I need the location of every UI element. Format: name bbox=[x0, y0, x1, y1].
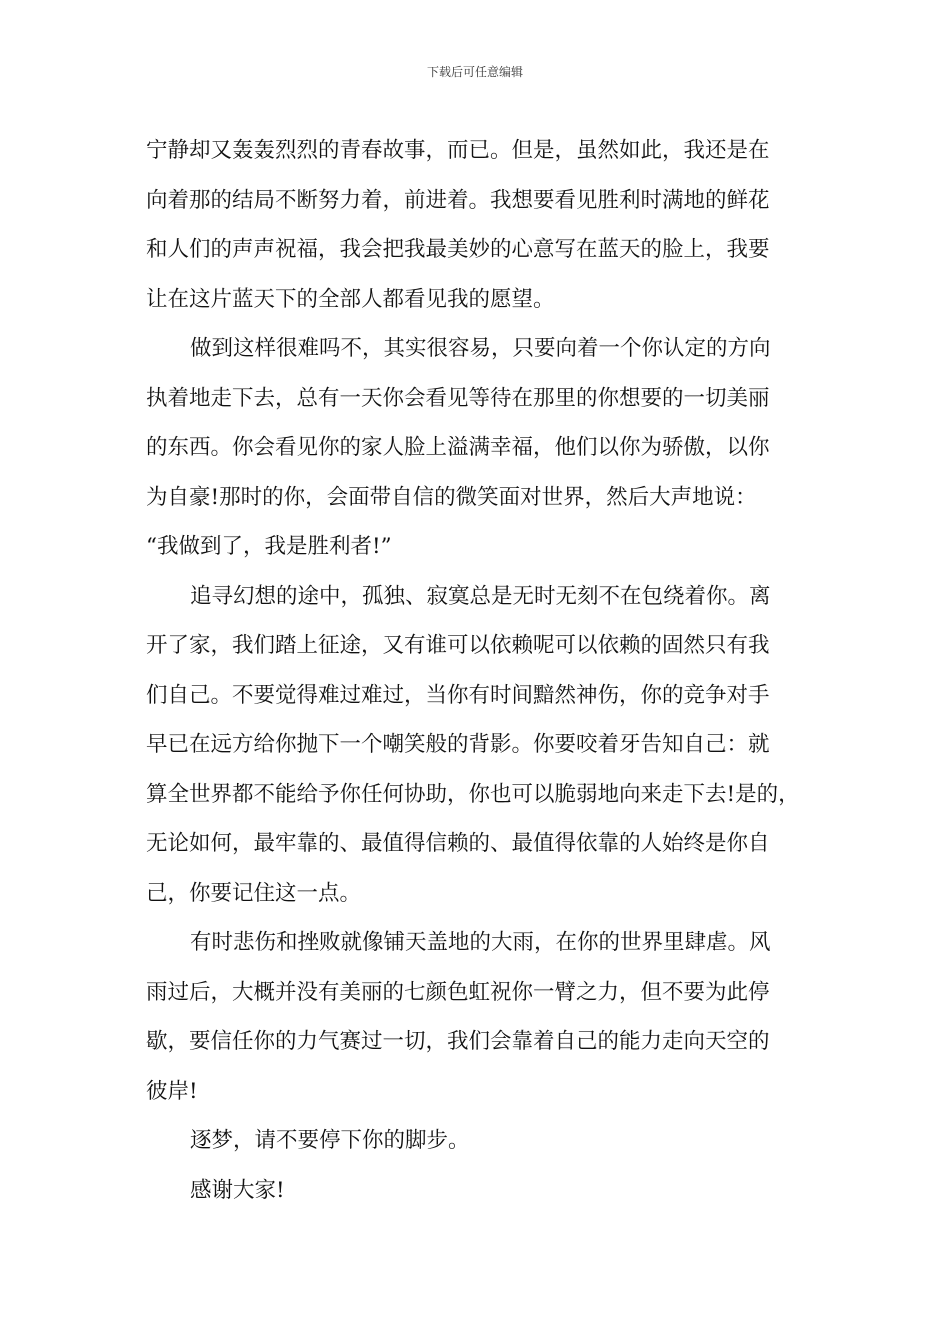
text-line: 开了家，我们踏上征途，又有谁可以依赖呢可以依赖的固然只有我 bbox=[146, 633, 770, 658]
text-line: 歇，要信任你的力气赛过一切，我们会靠着自己的能力走向天空的 bbox=[146, 1029, 770, 1054]
text-line: 彼岸! bbox=[146, 1078, 198, 1104]
text-line: “我做到了，我是胜利者!” bbox=[146, 534, 392, 559]
text-line: 向着那的结局不断努力着，前进着。我想要看见胜利时满地的鲜花 bbox=[146, 187, 770, 213]
text-line: 算全世界都不能给予你任何协助，你也可以脆弱地向来走下去!是的， bbox=[146, 781, 800, 807]
page-header: 下载后可任意编辑 bbox=[426, 65, 523, 79]
text-line: 做到这样很难吗不，其实很容易，只要向着一个你认定的方向 bbox=[190, 336, 771, 361]
text-line: 早已在远方给你抛下一个嘲笑般的背影。你要咬着牙告知自己：就 bbox=[146, 732, 770, 757]
text-line: 有时悲伤和挫败就像铺天盖地的大雨，在你的世界里肆虐。风 bbox=[190, 930, 771, 955]
text-line: 们自己。不要觉得难过难过，当你有时间黯然神伤，你的竞争对手 bbox=[146, 682, 770, 708]
text-line: 宁静却又轰轰烈烈的青春故事，而已。但是，虽然如此，我还是在 bbox=[146, 138, 770, 163]
text-line: 追寻幻想的途中，孤独、寂寞总是无时无刻不在包绕着你。离 bbox=[190, 583, 771, 609]
text-line: 让在这片蓝天下的全部人都看见我的愿望。 bbox=[146, 286, 555, 312]
text-line: 己，你要记住这一点。 bbox=[146, 880, 362, 906]
text-line: 为自豪!那时的你，会面带自信的微笑面对世界，然后大声地说： bbox=[146, 484, 757, 510]
text-line: 逐梦，请不要停下你的脚步。 bbox=[190, 1128, 470, 1153]
text-line: 无论如何，最牢靠的、最值得信赖的、最值得依靠的人始终是你自 bbox=[146, 831, 770, 856]
text-line: 的东西。你会看见你的家人脸上溢满幸福，他们以你为骄傲，以你 bbox=[146, 435, 770, 460]
text-line: 和人们的声声祝福，我会把我最美妙的心意写在蓝天的脸上，我要 bbox=[146, 237, 770, 262]
text-line: 感谢大家! bbox=[190, 1177, 285, 1203]
document-body bbox=[146, 126, 816, 1215]
text-line: 执着地走下去，总有一天你会看见等待在那里的你想要的一切美丽 bbox=[146, 385, 770, 411]
text-line: 雨过后，大概并没有美丽的七颜色虹祝你一臂之力，但不要为此停 bbox=[146, 979, 770, 1005]
